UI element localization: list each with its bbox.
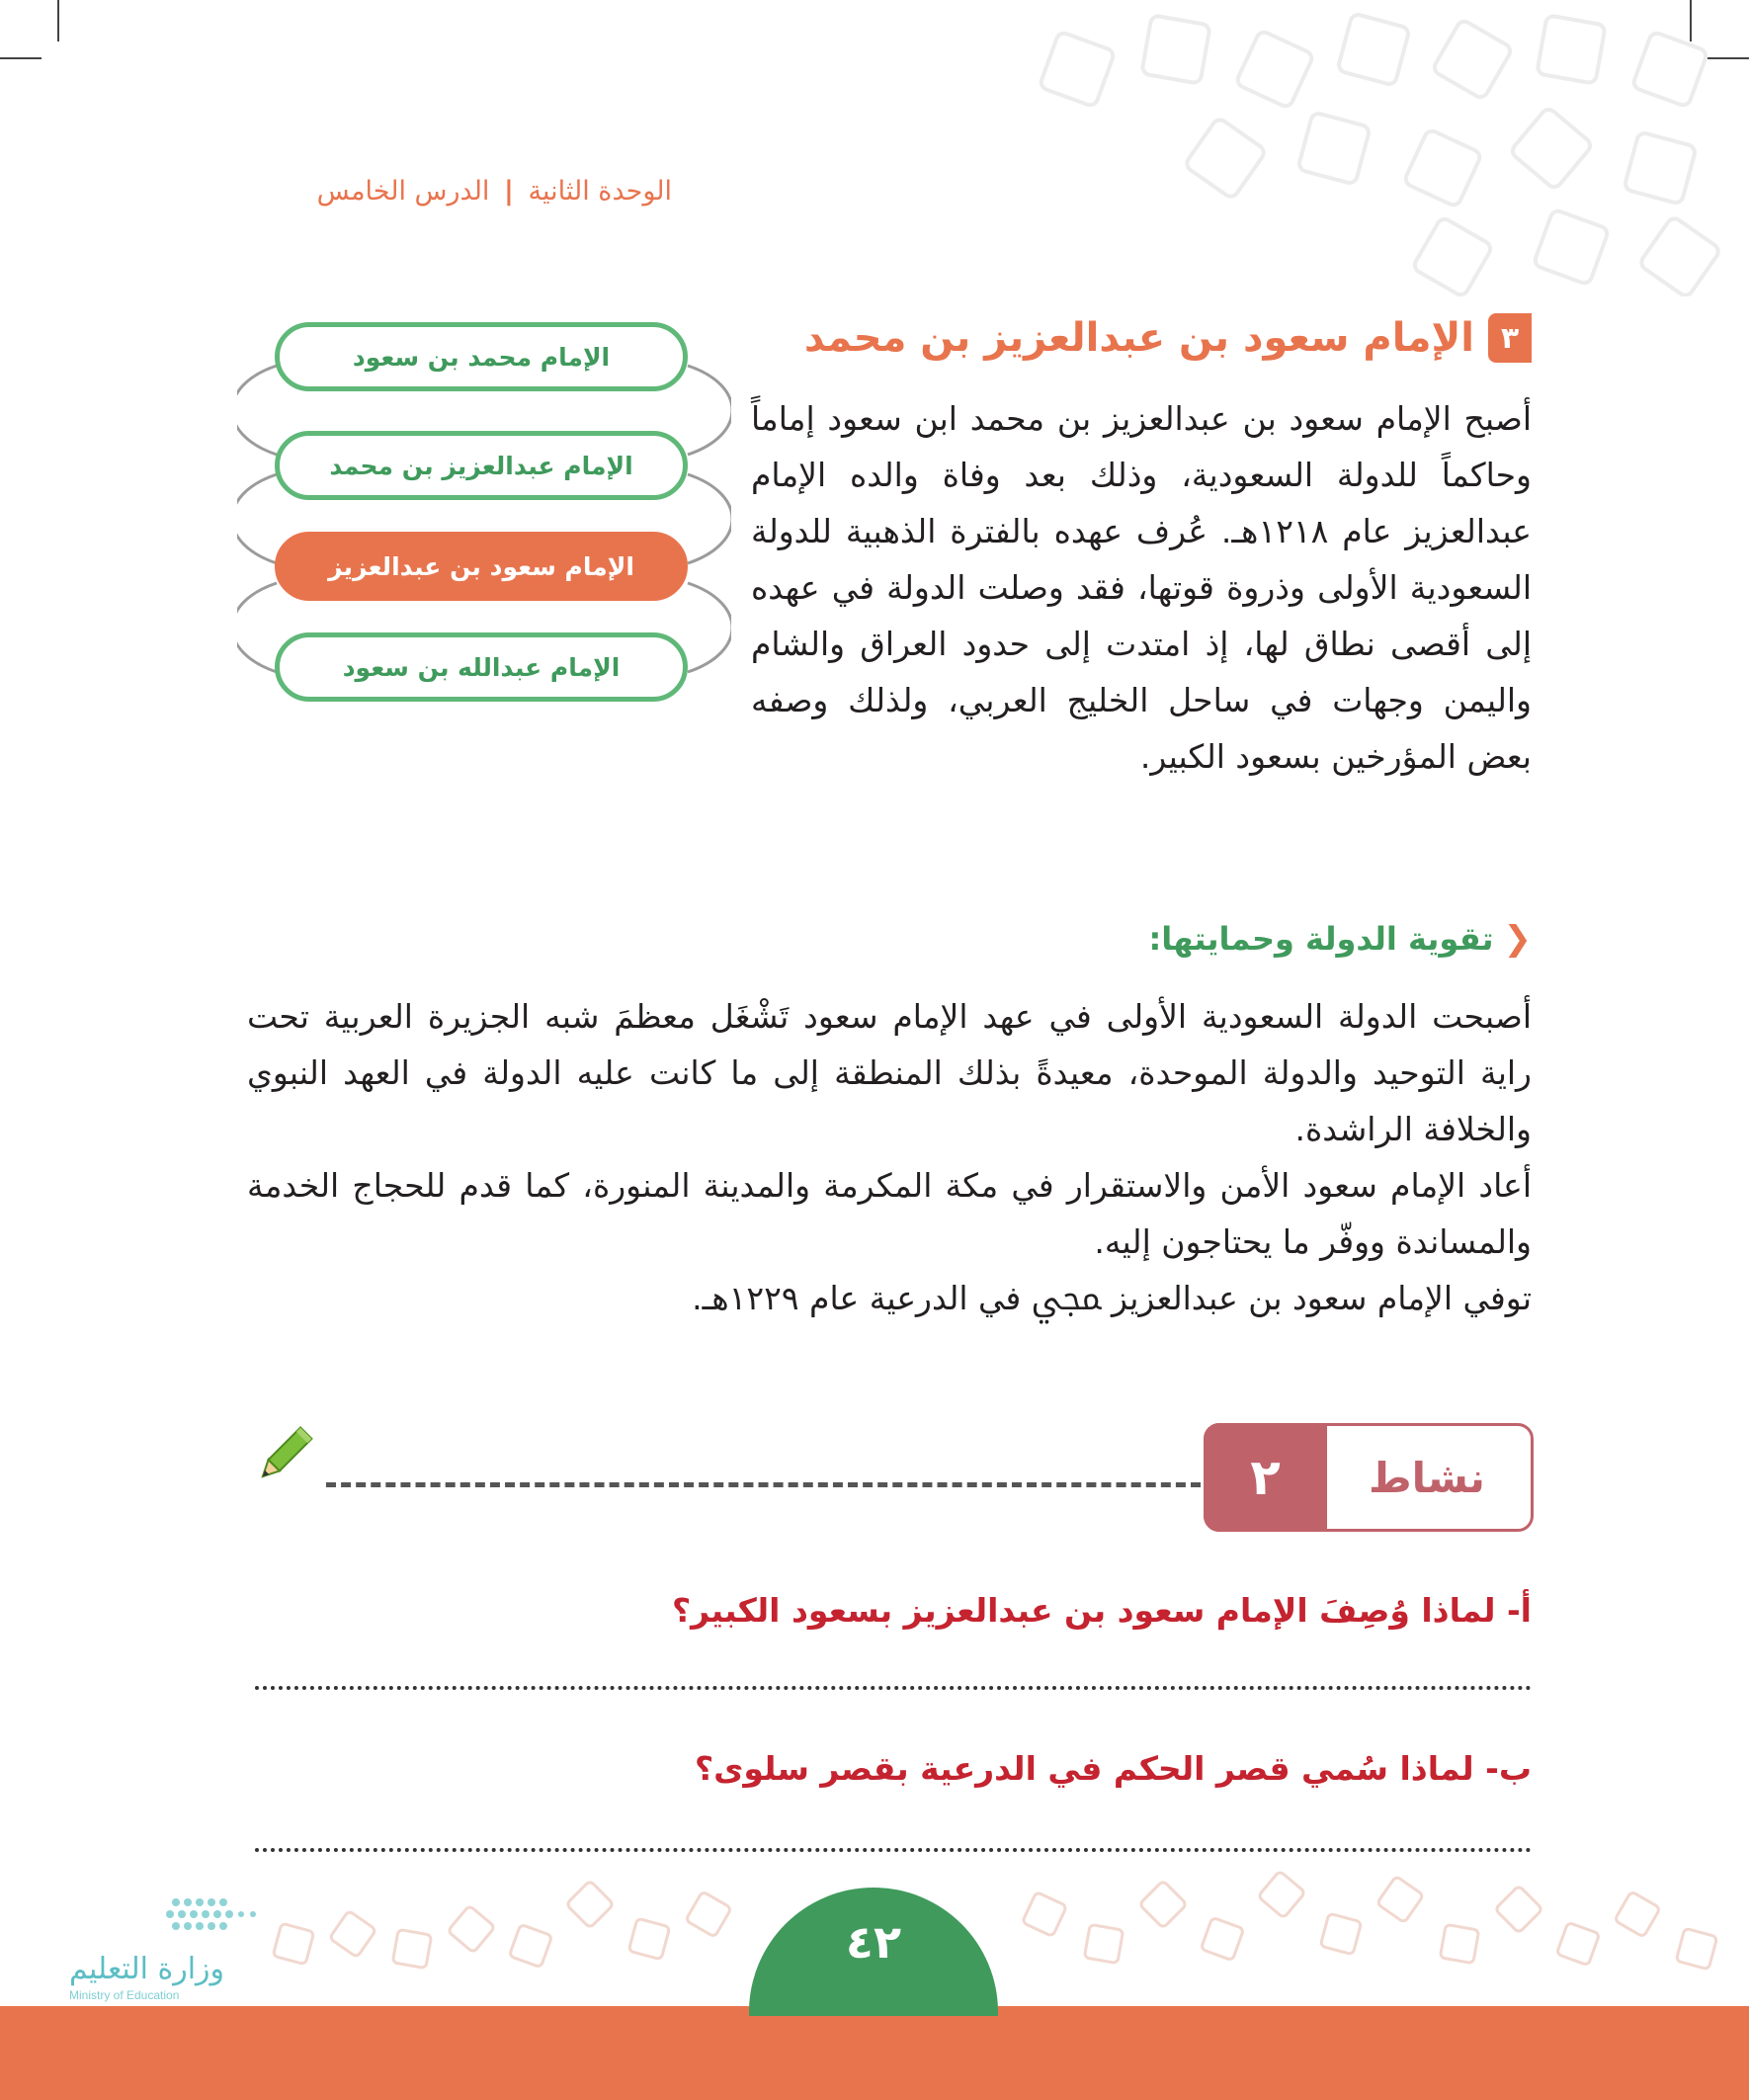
header-separator: |	[504, 176, 514, 207]
subsection-paragraph-3: توفي الإمام سعود بن عبدالعزيز ﷀ في الدرعية عام ١٢٢٩هـ.	[692, 1279, 1532, 1317]
question-a: أ- لماذا وُصِفَ الإمام سعود بن عبدالعزيز بسعود الكبير؟	[671, 1591, 1532, 1630]
section-title: الإمام سعود بن عبدالعزيز بن محمد	[803, 315, 1474, 361]
tree-node-muhammad: الإمام محمد بن سعود	[275, 322, 688, 391]
tree-node-abdullah: الإمام عبدالله بن سعود	[275, 632, 688, 702]
activity-label: نشاط	[1369, 1453, 1485, 1502]
section-number-badge: ٣	[1488, 313, 1532, 363]
header-unit: الوحدة الثانية	[528, 176, 672, 207]
activity-box	[1204, 1423, 1534, 1532]
tree-node-abdulaziz: الإمام عبدالعزيز بن محمد	[275, 431, 688, 500]
subsection-paragraphs	[247, 988, 1532, 1326]
subsection-title: تقوية الدولة وحمايتها:	[1148, 920, 1494, 958]
crop-mark	[57, 0, 59, 42]
bottom-bar	[0, 2006, 1749, 2100]
page-header	[267, 176, 672, 207]
header-lesson: الدرس الخامس	[316, 176, 490, 207]
decorative-pattern-top	[1008, 0, 1749, 296]
activity-dashed-line	[326, 1482, 1201, 1487]
page-number: ٤٢	[749, 1888, 998, 2016]
family-tree	[237, 316, 731, 712]
subsection-paragraph-2: أعاد الإمام سعود الأمن والاستقرار في مكة المكرمة والمدينة المنورة، كما قدم للحجاج الخدمة والمساندة ووفّر ما يحتاجون إليه.	[247, 1166, 1532, 1261]
section-heading	[804, 308, 1532, 368]
ministry-name: وزارة التعليم	[69, 1952, 225, 1986]
subsection-heading	[1148, 919, 1532, 959]
chevron-right-icon: ❮	[1503, 919, 1532, 959]
question-b: ب- لماذا سُمي قصر الحكم في الدرعية بقصر سلوى؟	[694, 1749, 1532, 1788]
crop-mark	[0, 57, 42, 59]
pencil-icon	[247, 1423, 316, 1492]
tree-node-saud-active: الإمام سعود بن عبدالعزيز	[275, 532, 688, 601]
subsection-paragraph-1: أصبحت الدولة السعودية الأولى في عهد الإمام سعود تَشْغَل معظمَ شبه الجزيرة العربية تحت راية التوحيد والدولة الموحدة، معيدةً بذلك المنطقة إلى ما كانت عليه الدولة في العهد النبوي والخلافة الراشدة.	[247, 997, 1532, 1148]
activity-number: ٢	[1204, 1423, 1327, 1532]
answer-line-b[interactable]	[255, 1848, 1532, 1852]
ministry-name-en: Ministry of Education	[69, 1988, 180, 2002]
section-paragraph-text: أصبح الإمام سعود بن عبدالعزيز بن محمد ابن سعود إماماً وحاكماً للدولة السعودية، وذلك بعد وفاة والده الإمام عبدالعزيز عام ١٢١٨هـ. عُرف عهده بالفترة الذهبية للدولة السعودية الأولى وذروة قوتها، فقد وصلت الدولة في عهده إلى أقصى نطاق لها، إذ امتدت إلى حدود العراق والشام واليمن وجهات في ساحل الخليج العربي، ولذلك وصفه بعض المؤرخين بسعود الكبير.	[751, 399, 1532, 776]
answer-line-a[interactable]	[255, 1686, 1532, 1690]
